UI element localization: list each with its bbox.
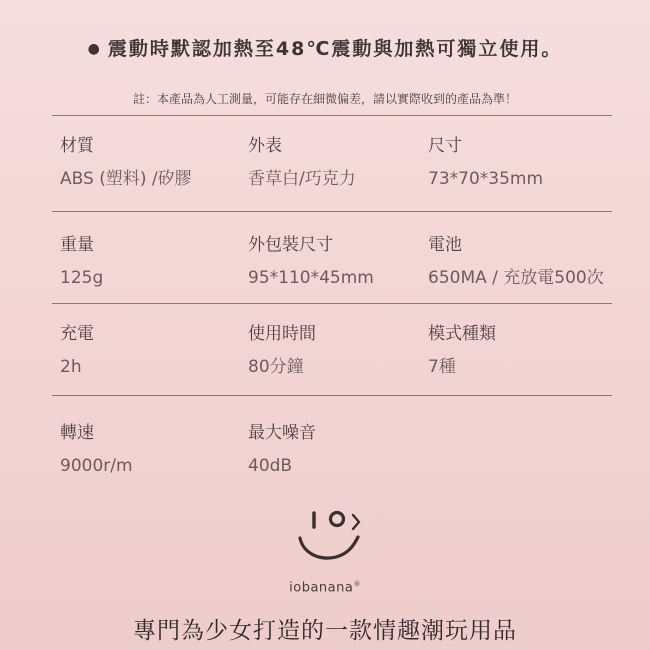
spec-modes <box>428 326 618 376</box>
headline-text: 震動時默認加熱至48℃震動與加熱可獨立使用。 <box>107 38 563 60</box>
spec-label: 材質 <box>60 136 94 156</box>
spec-value: 香草白/巧克力 <box>248 169 356 189</box>
spec-label: 轉速 <box>60 423 94 443</box>
spec-value: 650MA / 充放電500次 <box>428 268 604 288</box>
spec-weight <box>60 237 250 287</box>
spec-appearance <box>248 138 438 188</box>
spec-label: 重量 <box>60 235 94 255</box>
spec-value: 2h <box>60 357 82 377</box>
spec-label: 尺寸 <box>428 136 462 156</box>
spec-value: 9000r/m <box>60 456 133 476</box>
spec-package-size <box>248 237 438 287</box>
spec-value: 125g <box>60 268 104 288</box>
spec-value: ABS (塑料) /矽膠 <box>60 169 192 189</box>
headline <box>0 34 650 61</box>
spec-label: 模式種類 <box>428 324 496 344</box>
divider <box>52 303 612 304</box>
spec-label: 電池 <box>428 235 462 255</box>
spec-value: 95*110*45mm <box>248 268 374 288</box>
spec-speed <box>60 425 250 475</box>
smiley-logo-icon <box>290 505 370 575</box>
spec-value: 80分鐘 <box>248 357 304 377</box>
spec-material <box>60 138 250 188</box>
tagline: 專門為少女打造的一款情趣潮玩用品 <box>133 618 517 644</box>
spec-max-noise <box>248 425 438 475</box>
spec-size <box>428 138 618 188</box>
spec-value: 73*70*35mm <box>428 169 544 189</box>
divider <box>52 211 612 212</box>
spec-value: 7種 <box>428 357 456 377</box>
registered-mark: ® <box>353 580 361 588</box>
spec-label: 最大噪音 <box>248 423 316 443</box>
spec-charging <box>60 326 250 376</box>
spec-label: 充電 <box>60 324 94 344</box>
disclaimer-note: 註：本產品為人工測量，可能存在細微偏差，請以實際收到的產品為準！ <box>132 92 517 106</box>
spec-usage-time <box>248 326 438 376</box>
spec-label: 外表 <box>248 136 282 156</box>
brand-text: iobanana <box>289 580 354 596</box>
divider <box>52 395 612 396</box>
spec-label: 外包裝尺寸 <box>248 235 333 255</box>
divider <box>52 115 612 116</box>
spec-value: 40dB <box>248 456 293 476</box>
bullet-icon: ● <box>87 41 102 57</box>
spec-label: 使用時間 <box>248 324 316 344</box>
brand-name <box>0 580 650 595</box>
spec-battery <box>428 237 618 287</box>
